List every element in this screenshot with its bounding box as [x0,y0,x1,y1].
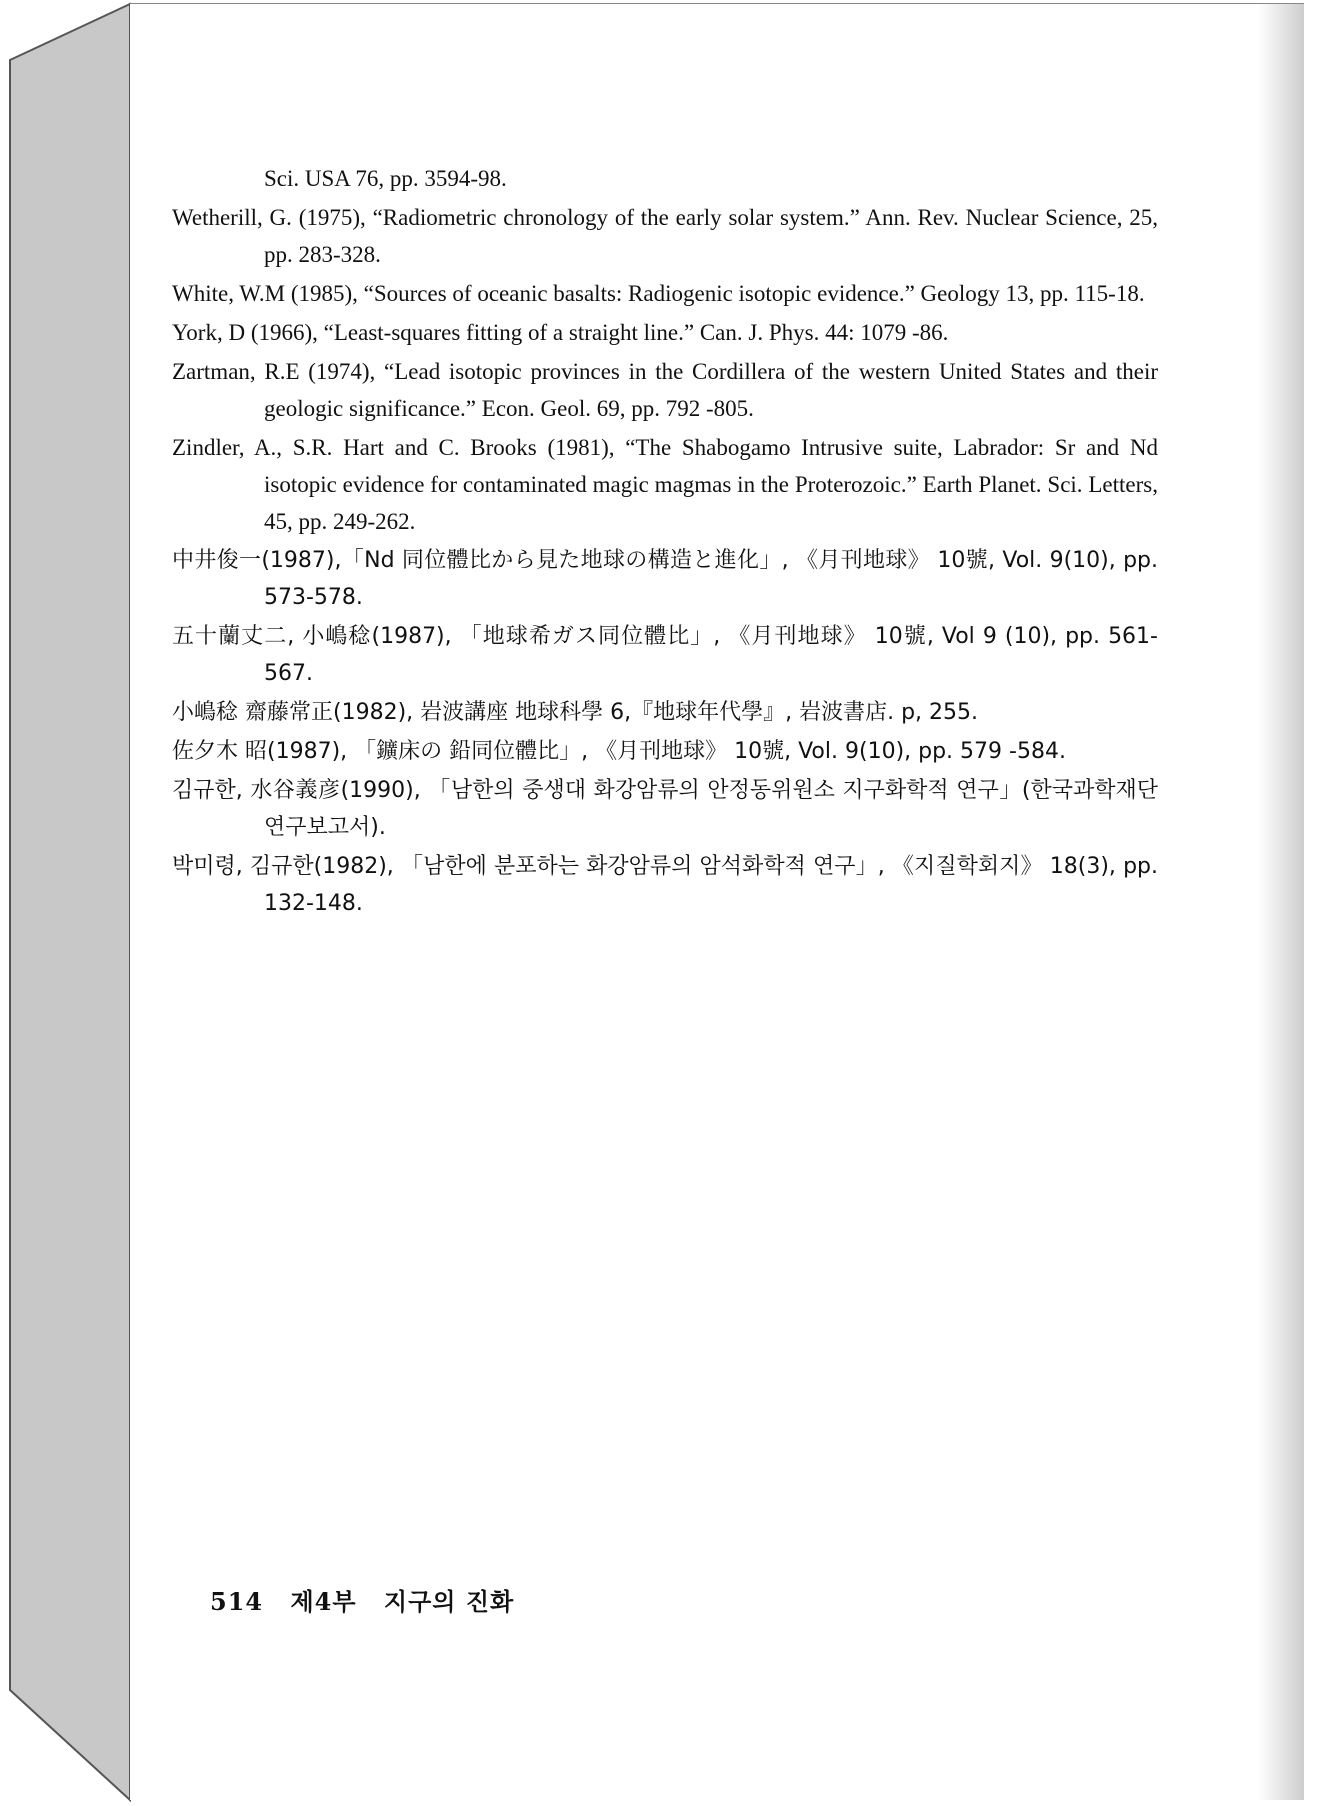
reference-entry: 五十蘭丈二, 小嶋稔(1987), 「地球希ガス同位體比」, 《月刊地球》 10號, Vol 9 (10), pp. 561-567. [172,624,1158,686]
page-footer [210,1582,532,1617]
reference-entry: York, D (1966), “Least-squares fitting of a straight line.” Can. J. Phys. 44: 1079 -86. [172,320,949,345]
part-label: 제4부 [290,1587,357,1616]
reference-list [172,160,1158,924]
section-title: 지구의 진화 [383,1587,515,1616]
reference-entry: White, W.M (1985), “Sources of oceanic basalts: Radiogenic isotopic evidence.” Geology 13, pp. 115-18. [172,281,1145,306]
reference-entry: Wetherill, G. (1975), “Radiometric chronology of the early solar system.” Ann. Rev. Nuclear Science, 25, pp. 283-328. [172,205,1158,267]
page-number: 514 [210,1587,264,1616]
page-edge-shadow [1258,4,1304,1800]
reference-entry: 김규한, 水谷義彦(1990), 「남한의 중생대 화강암류의 안정동위원소 지구화학적 연구」(한국과학재단연구보고서). [172,778,1158,840]
reference-entry: 박미령, 김규한(1982), 「남한에 분포하는 화강암류의 암석화학적 연구」, 《지질학회지》 18(3), pp. 132-148. [172,854,1158,916]
reference-entry: Sci. USA 76, pp. 3594-98. [264,166,507,191]
reference-entry: 佐夕木 昭(1987), 「鑛床の 鉛同位體比」, 《月刊地球》 10號, Vol. 9(10), pp. 579 -584. [172,739,1066,764]
reference-entry: Zartman, R.E (1974), “Lead isotopic provinces in the Cordillera of the western United States and their geologic significance.” Econ. Geol. 69, pp. 792 -805. [172,359,1158,421]
reference-entry: 小嶋稔 齋藤常正(1982), 岩波講座 地球科學 6,『地球年代學』, 岩波書店. p, 255. [172,700,979,725]
reference-entry: 中井俊一(1987),「Nd 同位體比から見た地球の構造と進化」, 《月刊地球》 10號, Vol. 9(10), pp. 573-578. [172,548,1158,610]
reference-entry: Zindler, A., S.R. Hart and C. Brooks (1981), “The Shabogamo Intrusive suite, Labrador: Sr and Nd isotopic evidence for contaminated magic magmas in the Proterozoic.” Earth Planet. Sci. Letters, 45, pp. 249-262. [172,435,1158,534]
